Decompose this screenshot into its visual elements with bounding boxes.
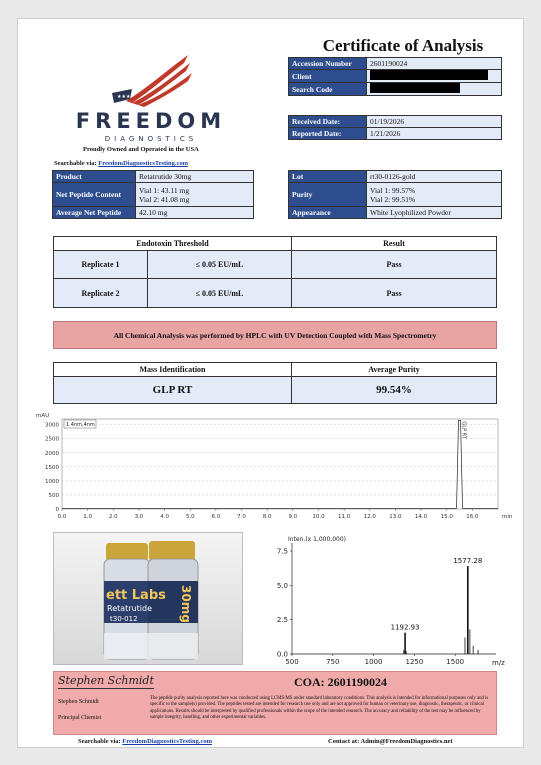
searchable-top — [54, 160, 188, 167]
avg-purity-header: Average Purity — [368, 365, 420, 374]
table-row — [289, 128, 502, 140]
y-tick-label: 1000 — [45, 478, 59, 485]
table-row — [289, 183, 502, 207]
y-tick-label: 5.0 — [276, 581, 288, 590]
signature-panel — [53, 671, 497, 735]
x-tick-label: 1.0 — [83, 514, 93, 520]
certificate-sheet — [17, 18, 524, 748]
mass-spectrum — [254, 529, 509, 669]
x-tick-label: 0.0 — [57, 514, 67, 520]
x-tick-label: 13.0 — [389, 514, 402, 520]
y-tick-label: 0 — [55, 507, 59, 513]
result-header: Result — [383, 239, 405, 248]
x-unit: min — [502, 514, 513, 520]
svg-text:★★★: ★★★ — [117, 95, 131, 100]
vial-dose: 30mg — [179, 585, 193, 623]
footer-link[interactable]: FreedomDiagnosticsTesting.com — [122, 738, 213, 745]
reported-label: Reported Date: — [289, 128, 367, 140]
net-peptide-label: Net Peptide Content — [53, 183, 136, 207]
method-banner: All Chemical Analysis was performed by HPLC with UV Detection Coupled with Mass Spectrometry — [53, 321, 497, 349]
y-axis-label: mAU — [36, 413, 50, 419]
replicate-name: Replicate 2 — [54, 279, 148, 307]
endotoxin-header: Endotoxin Threshold — [54, 237, 292, 250]
avg-peptide-label: Average Net Peptide — [53, 207, 136, 219]
signer-name: Stephen Schmidt — [58, 699, 99, 705]
y-tick-label: 2000 — [45, 450, 59, 457]
brand-wordmark: FREEDOM — [75, 109, 227, 133]
purity-label: Purity — [289, 183, 367, 207]
redaction-bar — [370, 70, 488, 80]
x-tick-label: 10.0 — [312, 514, 325, 520]
product-table — [52, 170, 254, 219]
x-tick-label: 15.0 — [440, 514, 453, 520]
table-row — [54, 279, 496, 307]
searchable-label: Searchable via: — [54, 160, 97, 167]
x-tick-label: 12.0 — [363, 514, 376, 520]
x-tick-label: 14.0 — [414, 514, 428, 520]
owned-text: Proudly Owned and Operated in the USA — [83, 146, 199, 153]
vial-lot: t30-012 — [110, 615, 138, 623]
table-row — [289, 70, 502, 83]
replicate-result: Pass — [386, 260, 402, 269]
freedom-logo — [66, 49, 236, 144]
footer-searchable — [78, 738, 212, 745]
purity-value — [367, 183, 502, 207]
x-tick-label: 1250 — [405, 658, 424, 666]
x-tick-label: 3.0 — [134, 514, 144, 520]
accession-label: Accession Number — [289, 58, 367, 70]
table-header-row — [54, 237, 496, 251]
searchable-link[interactable]: FreedomDiagnosticsTesting.com — [98, 160, 189, 167]
x-tick-label: 6.0 — [211, 514, 221, 520]
table-row — [289, 83, 502, 96]
table-row — [289, 116, 502, 128]
table-row — [54, 251, 496, 279]
table-row — [54, 377, 496, 403]
client-label: Client — [289, 70, 367, 83]
x-tick-label: 7.0 — [237, 514, 246, 520]
coa-number: COA: 2601190024 — [294, 675, 387, 689]
accession-value: 2601190024 — [367, 58, 502, 70]
peak-label: GLP RT — [460, 421, 467, 439]
search-code-label: Search Code — [289, 83, 367, 96]
avg-purity-value: 99.54% — [376, 384, 412, 396]
vials-illustration — [54, 533, 243, 665]
y-tick-label: 0.0 — [276, 650, 288, 659]
footer-contact: Contact at: Admin@FreedomDiagnostics.net — [328, 738, 453, 745]
table-row — [53, 183, 254, 207]
x-tick-label: 1000 — [364, 658, 383, 666]
x-tick-label: 1500 — [446, 658, 465, 666]
lot-value: rt30-0126-gold — [367, 171, 502, 183]
table-row — [289, 58, 502, 70]
received-label: Received Date: — [289, 116, 367, 128]
purity-vial2: Vial 2: 99.51% — [370, 194, 416, 204]
y-tick-label: 3000 — [45, 422, 59, 429]
y-axis-label: Inten.(x 1,000,000) — [288, 536, 347, 543]
reported-value: 1/21/2026 — [367, 128, 502, 140]
disclaimer: The peptide purity analysis reported here was conducted using LCMS/MS under standard laboratory conditions. This analysis is intended for informational purposes only and is specific to the sample(s) provided. The peptides tested are intended for research use only and are not approved for human or veterinary use, diagnostic, therapeutic, or clinical applications. Results should be interpreted by qualified professionals within the scope of the intended research. The accuracy and reliability of the test may be influenced by sample integrity, handling, and other experimental variables. — [150, 696, 489, 721]
vial-photo — [53, 532, 243, 665]
x-tick-label: 750 — [326, 658, 340, 666]
hplc-chromatogram — [28, 409, 518, 527]
client-value — [367, 70, 502, 83]
dates-table — [288, 115, 502, 140]
replicate-threshold: ≤ 0.05 EU/mL — [148, 279, 292, 307]
mass-id-value: GLP RT — [54, 377, 292, 403]
x-tick-label: 5.0 — [185, 514, 195, 520]
x-tick-label: 500 — [285, 658, 299, 666]
flag-swoosh-icon — [66, 49, 236, 109]
vial1-content: Vial 1: 43.11 mg — [139, 185, 190, 195]
y-tick-label: 500 — [48, 492, 59, 499]
table-row — [289, 171, 502, 183]
y-tick-label: 7.5 — [276, 547, 288, 556]
x-tick-label: 8.0 — [262, 514, 272, 520]
replicate-name: Replicate 1 — [54, 251, 148, 278]
peak-label: 1192.93 — [390, 623, 420, 632]
plot-frame — [62, 419, 498, 509]
table-header-row — [54, 363, 496, 377]
x-tick-label: 9.0 — [288, 514, 298, 520]
appearance-label: Appearance — [289, 207, 367, 219]
signature: Stephen Schmidt — [58, 674, 154, 687]
footer-searchable-label: Searchable via: — [78, 738, 121, 745]
redaction-bar — [370, 83, 460, 93]
product-value: Retatrutide 30mg — [136, 171, 254, 183]
vial-product: Retatrutide — [107, 604, 153, 613]
vial-brand: ett Labs — [106, 588, 166, 603]
y-tick-label: 2.5 — [276, 616, 288, 625]
brand-subtitle: DIAGNOSTICS — [104, 135, 198, 143]
lot-label: Lot — [289, 171, 367, 183]
x-unit: m/z — [492, 659, 505, 667]
replicate-result: Pass — [386, 288, 402, 298]
mass-table — [53, 362, 497, 404]
table-row — [53, 171, 254, 183]
received-value: 01/19/2026 — [367, 116, 502, 128]
y-tick-label: 1500 — [45, 464, 59, 471]
legend-label: 1 4nm,4nm — [66, 422, 95, 428]
page-title: Certificate of Analysis — [322, 36, 484, 55]
replicate-threshold: ≤ 0.05 EU/mL — [148, 251, 292, 278]
table-row — [289, 207, 502, 219]
search-code-value — [367, 83, 502, 96]
accession-table — [288, 57, 502, 96]
peak-label: 1577.28 — [453, 557, 483, 566]
x-tick-label: 4.0 — [160, 514, 169, 520]
y-tick-label: 2500 — [45, 436, 59, 443]
lot-table — [288, 170, 502, 219]
endotoxin-table — [53, 236, 497, 308]
avg-peptide-value: 42.10 mg — [136, 207, 254, 219]
signer-role: Principal Chemist — [58, 715, 102, 721]
table-row — [53, 207, 254, 219]
x-tick-label: 16.0 — [466, 514, 479, 520]
net-peptide-value — [136, 183, 254, 207]
x-tick-label: 2.0 — [108, 514, 118, 520]
purity-vial1: Vial 1: 99.57% — [370, 185, 416, 195]
product-label: Product — [53, 171, 136, 183]
vial2-content: Vial 2: 41.08 mg — [139, 194, 190, 204]
mass-id-header: Mass Identification — [54, 363, 292, 376]
appearance-value: White Lyophilized Powder — [367, 207, 502, 219]
x-tick-label: 11.0 — [337, 514, 351, 520]
